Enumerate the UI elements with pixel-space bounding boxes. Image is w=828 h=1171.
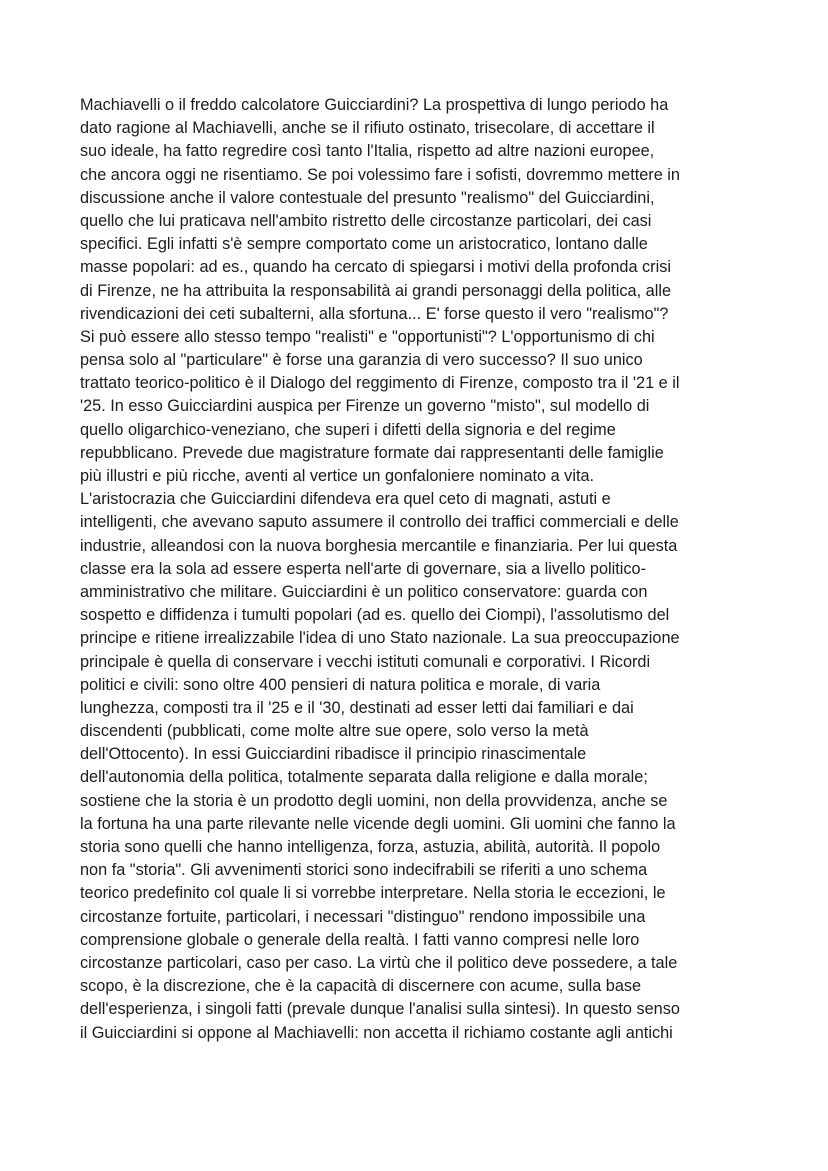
text-line: il Guicciardini si oppone al Machiavelli: non accetta il richiamo costante agli antichi: [80, 1023, 673, 1042]
text-line: suo ideale, ha fatto regredire così tanto l'Italia, rispetto ad altre nazioni europee,: [80, 142, 655, 161]
text-line: comprensione globale o generale della realtà. I fatti vanno compresi nelle loro: [80, 930, 640, 949]
text-line: di Firenze, ne ha attribuita la responsabilità ai grandi personaggi della politica, alle: [80, 281, 672, 300]
body-text: [80, 94, 760, 1045]
text-line: circostanze fortuite, particolari, i necessari "distinguo" rendono impossibile una: [80, 907, 646, 926]
text-line: repubblicano. Prevede due magistrature formate dai rappresentanti delle famiglie: [80, 443, 664, 462]
text-line: classe era la sola ad essere esperta nell'arte di governare, sia a livello politico-: [80, 559, 647, 578]
text-line: più illustri e più ricche, aventi al vertice un gonfaloniere nominato a vita.: [80, 467, 595, 485]
text-line: pensa solo al "particulare" è forse una garanzia di vero successo? Il suo unico: [80, 351, 643, 370]
text-line: discendenti (pubblicati, come molte altre sue opere, solo verso la metà: [80, 722, 589, 741]
text-line: teorico predefinito col quale li si vorrebbe interpretare. Nella storia le eccezioni, le: [80, 884, 666, 903]
text-line: industrie, alleandosi con la nuova borghesia mercantile e finanziaria. Per lui questa: [80, 536, 678, 555]
text-line: dato ragione al Machiavelli, anche se il rifiuto ostinato, trisecolare, di accettare il: [80, 119, 655, 138]
text-line: sospetto e diffidenza i tumulti popolari (ad es. quello dei Ciompi), l'assolutismo del: [80, 606, 670, 625]
text-line: principe e ritiene irrealizzabile l'idea di uno Stato nazionale. La sua preoccupazione: [80, 629, 680, 648]
text-line: amministrativo che militare. Guicciardini è un politico conservatore: guarda con: [80, 582, 648, 601]
text-line: circostanze particolari, caso per caso. La virtù che il politico deve possedere, a tale: [80, 953, 678, 972]
text-line: specifici. Egli infatti s'è sempre comportato come un aristocratico, lontano dalle: [80, 235, 648, 254]
text-line: sostiene che la storia è un prodotto degli uomini, non della provvidenza, anche se: [80, 791, 668, 810]
text-line: quello che lui praticava nell'ambito ristretto delle circostanze particolari, dei casi: [80, 211, 652, 230]
text-line: dell'esperienza, i singoli fatti (prevale dunque l'analisi sulla sintesi). In questo senso: [80, 1000, 680, 1019]
text-line: non fa "storia". Gli avvenimenti storici sono indecifrabili se riferiti a uno schema: [80, 861, 648, 880]
text-line: '25. In esso Guicciardini auspica per Firenze un governo "misto", sul modello di: [80, 397, 650, 416]
text-line: che ancora oggi ne risentiamo. Se poi volessimo fare i sofisti, dovremmo mettere in: [80, 165, 680, 184]
text-line: intelligenti, che avevano saputo assumere il controllo dei traffici commerciali e delle: [80, 513, 679, 532]
text-line: storia sono quelli che hanno intelligenza, forza, astuzia, abilità, autorità. Il popolo: [80, 838, 661, 856]
text-line: scopo, è la discrezione, che è la capacità di discernere con acume, sulla base: [80, 977, 642, 996]
text-line: L'aristocrazia che Guicciardini difendeva era quel ceto di magnati, astuti e: [80, 490, 611, 509]
text-line: masse popolari: ad es., quando ha cercato di spiegarsi i motivi della profonda crisi: [80, 258, 671, 277]
text-line: Machiavelli o il freddo calcolatore Guicciardini? La prospettiva di lungo periodo ha: [80, 96, 669, 114]
text-line: principale è quella di conservare i vecchi istituti comunali e corporativi. I Ricordi: [80, 652, 651, 671]
text-line: dell'Ottocento). In essi Guicciardini ribadisce il principio rinascimentale: [80, 745, 587, 764]
text-line: politici e civili: sono oltre 400 pensieri di natura politica e morale, di varia: [80, 675, 601, 694]
text-line: trattato teorico-politico è il Dialogo del reggimento di Firenze, composto tra il '21 e il: [80, 374, 680, 393]
text-line: rivendicazioni dei ceti subalterni, alla sfortuna... E' forse questo il vero "realismo"?: [80, 304, 669, 323]
text-line: discussione anche il valore contestuale del presunto "realismo" del Guicciardini,: [80, 188, 655, 207]
text-line: Si può essere allo stesso tempo "realisti" e "opportunisti"? L'opportunismo di chi: [80, 327, 655, 346]
text-line: lunghezza, composti tra il '25 e il '30, destinati ad esser letti dai familiari e dai: [80, 698, 634, 717]
text-line: la fortuna ha una parte rilevante nelle vicende degli uomini. Gli uomini che fanno la: [80, 814, 676, 833]
text-line: quello oligarchico-veneziano, che superi i difetti della signoria e del regime: [80, 420, 616, 439]
text-line: dell'autonomia della politica, totalmente separata dalla religione e dalla morale;: [80, 768, 648, 787]
